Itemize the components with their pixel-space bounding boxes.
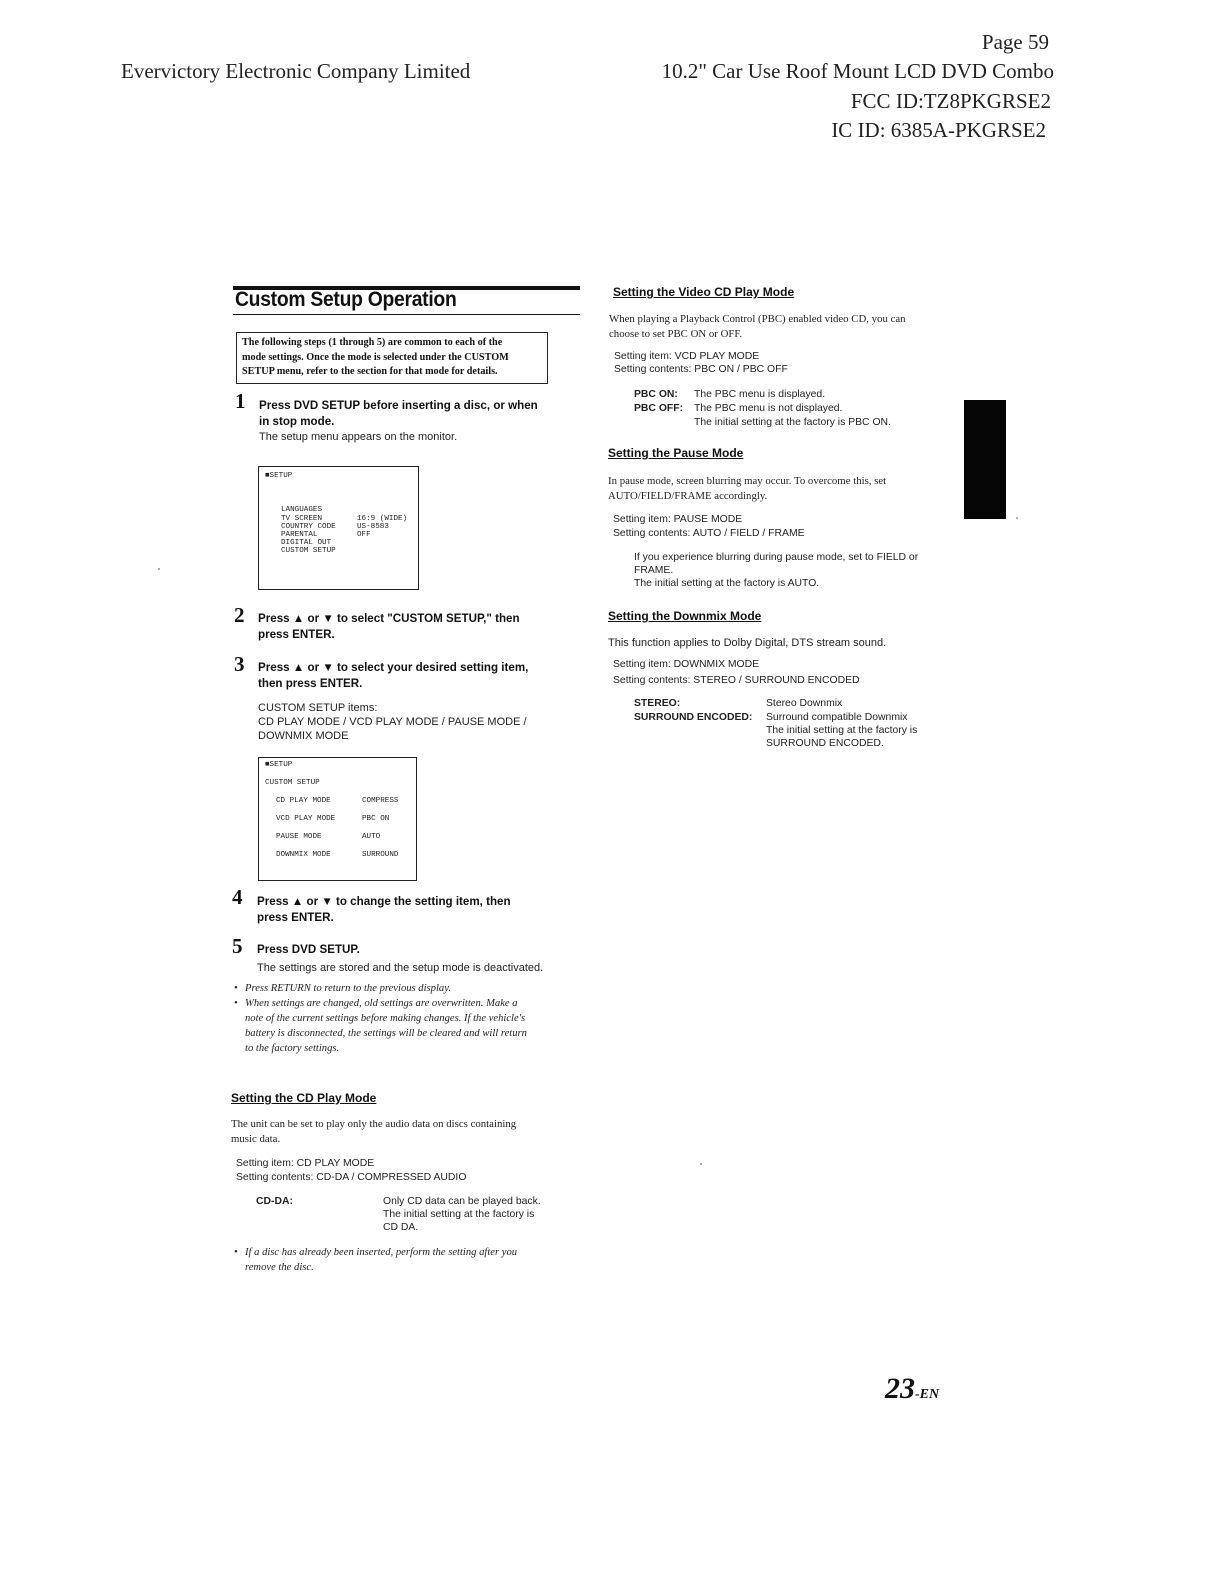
step-instruction: Press DVD SETUP. (257, 943, 360, 956)
step-number: 1 (235, 389, 246, 413)
note-line: When settings are changed, old settings are overwritten. Make a (245, 998, 518, 1009)
intro-line: The unit can be set to play only the audio data on discs containing (231, 1118, 517, 1130)
page-number-value: 23 (885, 1372, 915, 1405)
screen-row-value: US-8583 (357, 523, 389, 531)
step-body: The settings are stored and the setup mode is deactivated. (257, 962, 544, 974)
intro-line: When playing a Playback Control (PBC) enabled video CD, you can (609, 313, 906, 325)
step-line: press ENTER. (257, 911, 334, 924)
cd-setting-item: Setting item: CD PLAY MODE (236, 1158, 375, 1169)
screen-row-label: CUSTOM SETUP (281, 547, 336, 555)
note-text (245, 996, 527, 1056)
vcd-setting-item: Setting item: VCD PLAY MODE (614, 351, 760, 362)
note-box (236, 332, 548, 384)
def-line: CD DA. (383, 1222, 419, 1233)
note-text: Press RETURN to return to the previous display. (245, 983, 451, 994)
downmix-def-key: STEREO: (634, 698, 681, 709)
screen-row-label: VCD PLAY MODE (276, 815, 336, 823)
downmix-mode-heading: Setting the Downmix Mode (608, 609, 762, 623)
page-number-suffix: -EN (915, 1387, 940, 1402)
screen-row-label: DIGITAL OUT (281, 539, 332, 547)
intro-line: choose to set PBC ON or OFF. (609, 328, 743, 340)
body-line: CD PLAY MODE / VCD PLAY MODE / PAUSE MODE / (258, 716, 527, 728)
cd-note (245, 1245, 517, 1275)
downmix-intro: This function applies to Dolby Digital, DTS stream sound. (608, 637, 887, 649)
vcd-def-key: PBC ON: (634, 389, 678, 400)
company-name: Evervictory Electronic Company Limited (121, 59, 471, 83)
body-line: CUSTOM SETUP items: (258, 702, 378, 714)
fcc-id: FCC ID:TZ8PKGRSE2 (850, 89, 1051, 113)
scan-speck (700, 1163, 702, 1165)
downmix-def-value: Stereo Downmix (766, 698, 843, 709)
screen-row-label: LANGUAGES (281, 506, 323, 514)
def-line: The initial setting at the factory is (383, 1209, 535, 1220)
section-tab-marker (964, 400, 1006, 519)
page-label: Page 59 (981, 30, 1049, 54)
screen-row-value: OFF (357, 531, 371, 539)
vcd-def-value: The PBC menu is displayed. (694, 389, 826, 400)
note-line: The following steps (1 through 5) are common to each of the (242, 337, 503, 348)
section-title: Custom Setup Operation (235, 288, 457, 311)
bullet: • (234, 1247, 238, 1258)
note-line: note of the current settings before making changes. If the vehicle's (245, 1013, 526, 1024)
screen-row-label: PAUSE MODE (276, 833, 322, 841)
vcd-mode-heading: Setting the Video CD Play Mode (613, 285, 795, 299)
extra-line: FRAME. (634, 565, 674, 576)
vcd-setting-contents: Setting contents: PBC ON / PBC OFF (614, 364, 788, 375)
note-line: to the factory settings. (245, 1043, 340, 1054)
cd-mode-intro (231, 1117, 516, 1147)
downmix-def-value (766, 711, 917, 750)
note-line: remove the disc. (245, 1262, 314, 1273)
def-line: The initial setting at the factory is (766, 725, 918, 736)
screen-row-value: SURROUND (362, 851, 399, 859)
step-line: press ENTER. (258, 628, 335, 641)
downmix-setting-item: Setting item: DOWNMIX MODE (613, 659, 760, 670)
step-line: Press DVD SETUP before inserting a disc, or when (259, 399, 538, 412)
cd-mode-heading: Setting the CD Play Mode (231, 1091, 377, 1105)
screen-row-value: AUTO (362, 833, 381, 841)
note-line: mode settings. Once the mode is selected under the CUSTOM (242, 351, 509, 363)
custom-setup-screen (258, 757, 417, 881)
vcd-def-key: PBC OFF: (634, 403, 684, 414)
step-body: The setup menu appears on the monitor. (259, 431, 458, 443)
note-line: SETUP menu, refer to the section for that mode for details. (242, 366, 498, 377)
step-number: 5 (232, 934, 243, 958)
def-line: Only CD data can be played back. (383, 1196, 541, 1207)
pause-mode-intro (608, 474, 886, 504)
screen-subtitle: CUSTOM SETUP (265, 779, 320, 787)
setup-menu-screen (258, 466, 419, 590)
cd-setting-contents: Setting contents: CD-DA / COMPRESSED AUDIO (236, 1172, 467, 1183)
vcd-initial: The initial setting at the factory is PBC ON. (694, 417, 891, 428)
cd-def-key: CD-DA: (256, 1196, 293, 1207)
bullet: • (234, 983, 238, 994)
pause-mode-heading: Setting the Pause Mode (608, 446, 744, 460)
step-number: 2 (234, 603, 245, 627)
vcd-mode-intro (609, 312, 906, 342)
def-line: SURROUND ENCODED. (766, 738, 884, 749)
scan-speck (1016, 517, 1018, 519)
screen-row-value: PBC ON (362, 815, 390, 823)
intro-line: In pause mode, screen blurring may occur. To overcome this, set (608, 475, 887, 487)
step-instruction (257, 894, 511, 926)
step-instruction (259, 398, 538, 430)
body-line: DOWNMIX MODE (258, 730, 349, 742)
pause-setting-contents: Setting contents: AUTO / FIELD / FRAME (613, 528, 805, 539)
cd-def-value (383, 1195, 541, 1234)
intro-line: AUTO/FIELD/FRAME accordingly. (608, 490, 768, 502)
screen-row-label: TV SCREEN (281, 515, 323, 523)
step-line: Press ▲ or ▼ to select your desired setting item, (258, 661, 529, 674)
step-line: Press ▲ or ▼ to select "CUSTOM SETUP," then (258, 612, 520, 625)
step-line: Press ▲ or ▼ to change the setting item, then (257, 895, 511, 908)
note-line: If a disc has already been inserted, perform the setting after you (245, 1247, 518, 1258)
page-number (885, 1372, 939, 1406)
step-line: then press ENTER. (258, 677, 363, 690)
screen-title: ■SETUP (265, 761, 293, 769)
pause-extra (634, 551, 918, 590)
downmix-setting-contents: Setting contents: STEREO / SURROUND ENCODED (613, 675, 860, 686)
step-line: in stop mode. (259, 415, 335, 428)
step-instruction (258, 611, 520, 643)
pause-setting-item: Setting item: PAUSE MODE (613, 514, 743, 525)
downmix-def-key: SURROUND ENCODED: (634, 712, 753, 723)
scan-speck (158, 568, 160, 570)
step-body (258, 701, 527, 743)
step-number: 4 (232, 885, 243, 909)
note-line: battery is disconnected, the settings will be cleared and will return (245, 1028, 527, 1039)
vcd-def-value: The PBC menu is not displayed. (694, 403, 843, 414)
intro-line: music data. (231, 1133, 281, 1145)
def-line: Surround compatible Downmix (766, 712, 908, 723)
bullet: • (234, 998, 238, 1009)
screen-title: ■SETUP (265, 472, 293, 480)
screen-row-value: COMPRESS (362, 797, 399, 805)
extra-line: If you experience blurring during pause mode, set to FIELD or (634, 552, 919, 563)
step-instruction (258, 660, 528, 692)
step-number: 3 (234, 652, 245, 676)
extra-line: The initial setting at the factory is AUTO. (634, 578, 820, 589)
screen-row-label: PARENTAL (281, 531, 318, 539)
screen-row-label: COUNTRY CODE (281, 523, 336, 531)
screen-row-value: 16:9 (WIDE) (357, 515, 408, 523)
product-name: 10.2" Car Use Roof Mount LCD DVD Combo (661, 59, 1054, 83)
title-underline (233, 314, 580, 315)
ic-id: IC ID: 6385A-PKGRSE2 (831, 118, 1046, 142)
screen-row-label: DOWNMIX MODE (276, 851, 331, 859)
screen-row-label: CD PLAY MODE (276, 797, 331, 805)
